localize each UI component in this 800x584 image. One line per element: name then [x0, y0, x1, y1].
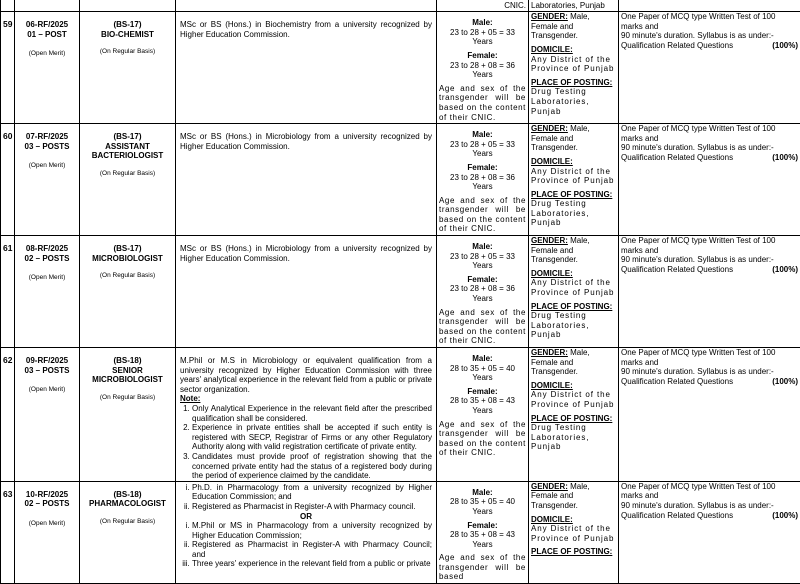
merit-type: (Open Merit)	[17, 385, 77, 395]
posting-label: PLACE OF POSTING:	[531, 190, 612, 199]
post-basis: (On Regular Basis)	[82, 271, 173, 281]
gender-value: Male, Female and Transgender.	[531, 124, 590, 152]
test-weight: (100%)	[772, 153, 798, 163]
bps-scale: (BS-17)	[82, 244, 173, 254]
domicile-section	[531, 269, 616, 298]
note-item: 2. Experience in private entities shall be accepted if such entity is registered with SECP, Registrar of Firms or any other Regulatory Authority along with valid registration certificate of private entity.	[192, 423, 432, 452]
gender-domicile-cell	[529, 124, 619, 236]
post-title: SENIOR MICROBIOLOGIST	[82, 366, 173, 385]
qualification-cell	[176, 348, 437, 482]
test-line	[621, 153, 798, 163]
gender-domicile-cell	[529, 481, 619, 583]
note-list	[180, 404, 432, 481]
test-line	[621, 41, 798, 51]
test-syllabus: Qualification Related Questions	[621, 265, 733, 274]
female-age: 28 to 35 + 08 = 43 Years	[439, 530, 526, 549]
qualification-cell	[176, 481, 437, 583]
male-age: 28 to 35 + 05 = 40 Years	[439, 497, 526, 516]
age-note-tail: CNIC.	[437, 0, 529, 12]
post-count: 03 – POSTS	[17, 366, 77, 376]
posting-label: PLACE OF POSTING:	[531, 78, 612, 87]
qualification-text: MSc or BS (Hons.) in Microbiology from a university recognized by Higher Education Commission.	[180, 132, 432, 151]
domicile-value: Any District of the Province of Punjab	[531, 55, 616, 74]
bps-scale: (BS-18)	[82, 490, 173, 500]
posting-tail: Laboratories, Punjab	[529, 0, 619, 12]
posting-value: Drug Testing Laboratories, Punjab	[531, 87, 616, 116]
qualification-cell	[176, 12, 437, 124]
post-cell	[80, 12, 176, 124]
test-cell	[619, 236, 800, 348]
post-cell	[80, 124, 176, 236]
gender-domicile-cell	[529, 12, 619, 124]
transgender-age-note: Age and sex of the transgender will be based on the content of their CNIC.	[439, 84, 526, 122]
age-cell	[437, 12, 529, 124]
option-a-list	[180, 483, 432, 512]
test-syllabus: Qualification Related Questions	[621, 377, 733, 386]
post-basis: (On Regular Basis)	[82, 393, 173, 403]
post-count: 03 – POSTS	[17, 142, 77, 152]
post-title: BIO-CHEMIST	[82, 30, 173, 40]
case-cell	[15, 124, 80, 236]
domicile-label: DOMICILE:	[531, 157, 573, 166]
test-line	[621, 511, 798, 521]
female-label: Female:	[439, 163, 526, 173]
female-block	[439, 51, 526, 80]
test-syllabus: Qualification Related Questions	[621, 511, 733, 520]
transgender-age-note: Age and sex of the transgender will be based	[439, 553, 526, 582]
table-row	[1, 236, 800, 348]
case-number: 06-RF/2025	[17, 20, 77, 30]
gender-domicile-cell	[529, 348, 619, 482]
posting-section	[531, 547, 616, 557]
serial-number: 62	[1, 348, 15, 482]
table-row	[1, 348, 800, 482]
case-number: 10-RF/2025	[17, 490, 77, 500]
test-line: One Paper of MCQ type Written Test of 100 marks and	[621, 348, 798, 367]
merit-type: (Open Merit)	[17, 49, 77, 59]
merit-type: (Open Merit)	[17, 519, 77, 529]
gender-domicile-cell	[529, 236, 619, 348]
note-item: 1. Only Analytical Experience in the relevant field after the prescribed qualification shall be considered.	[192, 404, 432, 423]
post-cell	[80, 481, 176, 583]
female-block	[439, 387, 526, 416]
post-count: 02 – POSTS	[17, 499, 77, 509]
bps-scale: (BS-17)	[82, 132, 173, 142]
option-b-item: iii. Three years' experience in the relevant field from a public or private	[192, 559, 432, 569]
domicile-section	[531, 45, 616, 74]
gender-section	[531, 236, 616, 265]
qualification-text: M.Phil or M.S in Microbiology or equivalent qualification from a university recognized by Higher Education Commission with three years' analytical experience in the relevant field from a public or private sector organization.	[180, 356, 432, 394]
option-a-item: i. Ph.D. in Pharmacology from a university recognized by Higher Education Commission; and	[192, 483, 432, 502]
age-cell	[437, 124, 529, 236]
gender-label: GENDER:	[531, 348, 568, 357]
option-b-item: ii. Registered as Pharmacist in Register-A with Pharmacy Council; and	[192, 540, 432, 559]
merit-type: (Open Merit)	[17, 161, 77, 171]
posting-label: PLACE OF POSTING:	[531, 547, 612, 556]
male-age: 23 to 28 + 05 = 33 Years	[439, 252, 526, 271]
posting-section	[531, 302, 616, 340]
post-title: PHARMACOLOGIST	[82, 499, 173, 509]
gender-section	[531, 482, 616, 511]
option-a-item: ii. Registered as Pharmacist in Register-A with Pharmacy council.	[192, 502, 432, 512]
test-line	[621, 265, 798, 275]
case-cell	[15, 12, 80, 124]
posting-label: PLACE OF POSTING:	[531, 414, 612, 423]
transgender-age-note: Age and sex of the transgender will be based on the content of their CNIC.	[439, 420, 526, 458]
domicile-label: DOMICILE:	[531, 515, 573, 524]
case-cell	[15, 236, 80, 348]
test-line	[621, 377, 798, 387]
merit-type: (Open Merit)	[17, 273, 77, 283]
post-title: ASSISTANT BACTERIOLOGIST	[82, 142, 173, 161]
table-row	[1, 12, 800, 124]
test-weight: (100%)	[772, 41, 798, 51]
case-number: 09-RF/2025	[17, 356, 77, 366]
domicile-label: DOMICILE:	[531, 269, 573, 278]
domicile-value: Any District of the Province of Punjab	[531, 278, 616, 297]
table-row	[1, 124, 800, 236]
serial-number: 63	[1, 481, 15, 583]
test-line: One Paper of MCQ type Written Test of 100 marks and	[621, 482, 798, 501]
domicile-section	[531, 157, 616, 186]
qualification-text: MSc or BS (Hons.) in Microbiology from a university recognized by Higher Education Commission.	[180, 244, 432, 263]
posting-value: Drug Testing Laboratories, Punjab	[531, 311, 616, 340]
test-cell	[619, 481, 800, 583]
male-label: Male:	[439, 242, 526, 252]
qualification-cell	[176, 124, 437, 236]
bps-scale: (BS-17)	[82, 20, 173, 30]
gender-value: Male, Female and Transgender.	[531, 236, 590, 264]
male-age: 23 to 28 + 05 = 33 Years	[439, 28, 526, 47]
option-b-list	[180, 521, 432, 569]
domicile-section	[531, 515, 616, 544]
age-cell	[437, 348, 529, 482]
table-row	[1, 481, 800, 583]
test-weight: (100%)	[772, 511, 798, 521]
test-line: 90 minute's duration. Syllabus is as under:-	[621, 367, 798, 377]
domicile-label: DOMICILE:	[531, 45, 573, 54]
gender-label: GENDER:	[531, 236, 568, 245]
male-label: Male:	[439, 130, 526, 140]
gender-section	[531, 348, 616, 377]
gender-label: GENDER:	[531, 124, 568, 133]
qualification-text: MSc or BS (Hons.) in Biochemistry from a university recognized by Higher Education Commission.	[180, 20, 432, 39]
case-number: 08-RF/2025	[17, 244, 77, 254]
gender-label: GENDER:	[531, 482, 568, 491]
test-weight: (100%)	[772, 265, 798, 275]
test-line: 90 minute's duration. Syllabus is as under:-	[621, 143, 798, 153]
gender-section	[531, 12, 616, 41]
female-age: 23 to 28 + 08 = 36 Years	[439, 173, 526, 192]
table-row-top	[1, 0, 800, 12]
test-line: One Paper of MCQ type Written Test of 100 marks and	[621, 12, 798, 31]
gender-label: GENDER:	[531, 12, 568, 21]
female-label: Female:	[439, 51, 526, 61]
female-label: Female:	[439, 521, 526, 531]
female-block	[439, 163, 526, 192]
gender-value: Male, Female and Transgender.	[531, 348, 590, 376]
domicile-section	[531, 381, 616, 410]
posting-section	[531, 78, 616, 116]
transgender-age-note: Age and sex of the transgender will be based on the content of their CNIC.	[439, 196, 526, 234]
domicile-value: Any District of the Province of Punjab	[531, 167, 616, 186]
post-count: 01 – POST	[17, 30, 77, 40]
male-age: 23 to 28 + 05 = 33 Years	[439, 140, 526, 159]
domicile-value: Any District of the Province of Punjab	[531, 390, 616, 409]
male-age: 28 to 35 + 05 = 40 Years	[439, 364, 526, 383]
posting-label: PLACE OF POSTING:	[531, 302, 612, 311]
transgender-age-note: Age and sex of the transgender will be based on the content of their CNIC.	[439, 308, 526, 346]
gender-section	[531, 124, 616, 153]
test-cell	[619, 12, 800, 124]
note-label: Note:	[180, 394, 432, 404]
or-separator: OR	[180, 512, 432, 522]
domicile-label: DOMICILE:	[531, 381, 573, 390]
test-cell	[619, 124, 800, 236]
serial-number: 61	[1, 236, 15, 348]
post-cell	[80, 236, 176, 348]
post-basis: (On Regular Basis)	[82, 517, 173, 527]
female-label: Female:	[439, 387, 526, 397]
test-cell	[619, 348, 800, 482]
qualification-cell	[176, 236, 437, 348]
age-cell	[437, 236, 529, 348]
test-syllabus: Qualification Related Questions	[621, 41, 733, 50]
post-count: 02 – POSTS	[17, 254, 77, 264]
case-number: 07-RF/2025	[17, 132, 77, 142]
post-title: MICROBIOLOGIST	[82, 254, 173, 264]
case-cell	[15, 481, 80, 583]
posting-value: Drug Testing Laboratories, Punjab	[531, 423, 616, 452]
case-cell	[15, 348, 80, 482]
female-label: Female:	[439, 275, 526, 285]
test-line: One Paper of MCQ type Written Test of 100 marks and	[621, 124, 798, 143]
post-basis: (On Regular Basis)	[82, 47, 173, 57]
bps-scale: (BS-18)	[82, 356, 173, 366]
age-cell	[437, 481, 529, 583]
test-weight: (100%)	[772, 377, 798, 387]
gender-value: Male, Female and Transgender.	[531, 482, 590, 510]
female-age: 23 to 28 + 08 = 36 Years	[439, 61, 526, 80]
option-b-item: i. M.Phil or MS in Pharmacology from a university recognized by Higher Education Commission;	[192, 521, 432, 540]
female-block	[439, 521, 526, 550]
posting-value: Drug Testing Laboratories, Punjab	[531, 199, 616, 228]
test-line: One Paper of MCQ type Written Test of 100 marks and	[621, 236, 798, 255]
posting-section	[531, 190, 616, 228]
test-line: 90 minute's duration. Syllabus is as under:-	[621, 255, 798, 265]
note-item: 3. Candidates must provide proof of registration showing that the concerned private entity had the status of a registered body during the period of experience claimed by the candidate.	[192, 452, 432, 481]
test-line: 90 minute's duration. Syllabus is as under:-	[621, 501, 798, 511]
male-label: Male:	[439, 488, 526, 498]
male-label: Male:	[439, 354, 526, 364]
serial-number: 60	[1, 124, 15, 236]
test-line: 90 minute's duration. Syllabus is as under:-	[621, 31, 798, 41]
domicile-value: Any District of the Province of Punjab	[531, 524, 616, 543]
post-cell	[80, 348, 176, 482]
female-age: 28 to 35 + 08 = 43 Years	[439, 396, 526, 415]
posting-section	[531, 414, 616, 452]
female-block	[439, 275, 526, 304]
serial-number: 59	[1, 12, 15, 124]
male-label: Male:	[439, 18, 526, 28]
female-age: 23 to 28 + 08 = 36 Years	[439, 284, 526, 303]
gender-value: Male, Female and Transgender.	[531, 12, 590, 40]
test-syllabus: Qualification Related Questions	[621, 153, 733, 162]
post-basis: (On Regular Basis)	[82, 169, 173, 179]
